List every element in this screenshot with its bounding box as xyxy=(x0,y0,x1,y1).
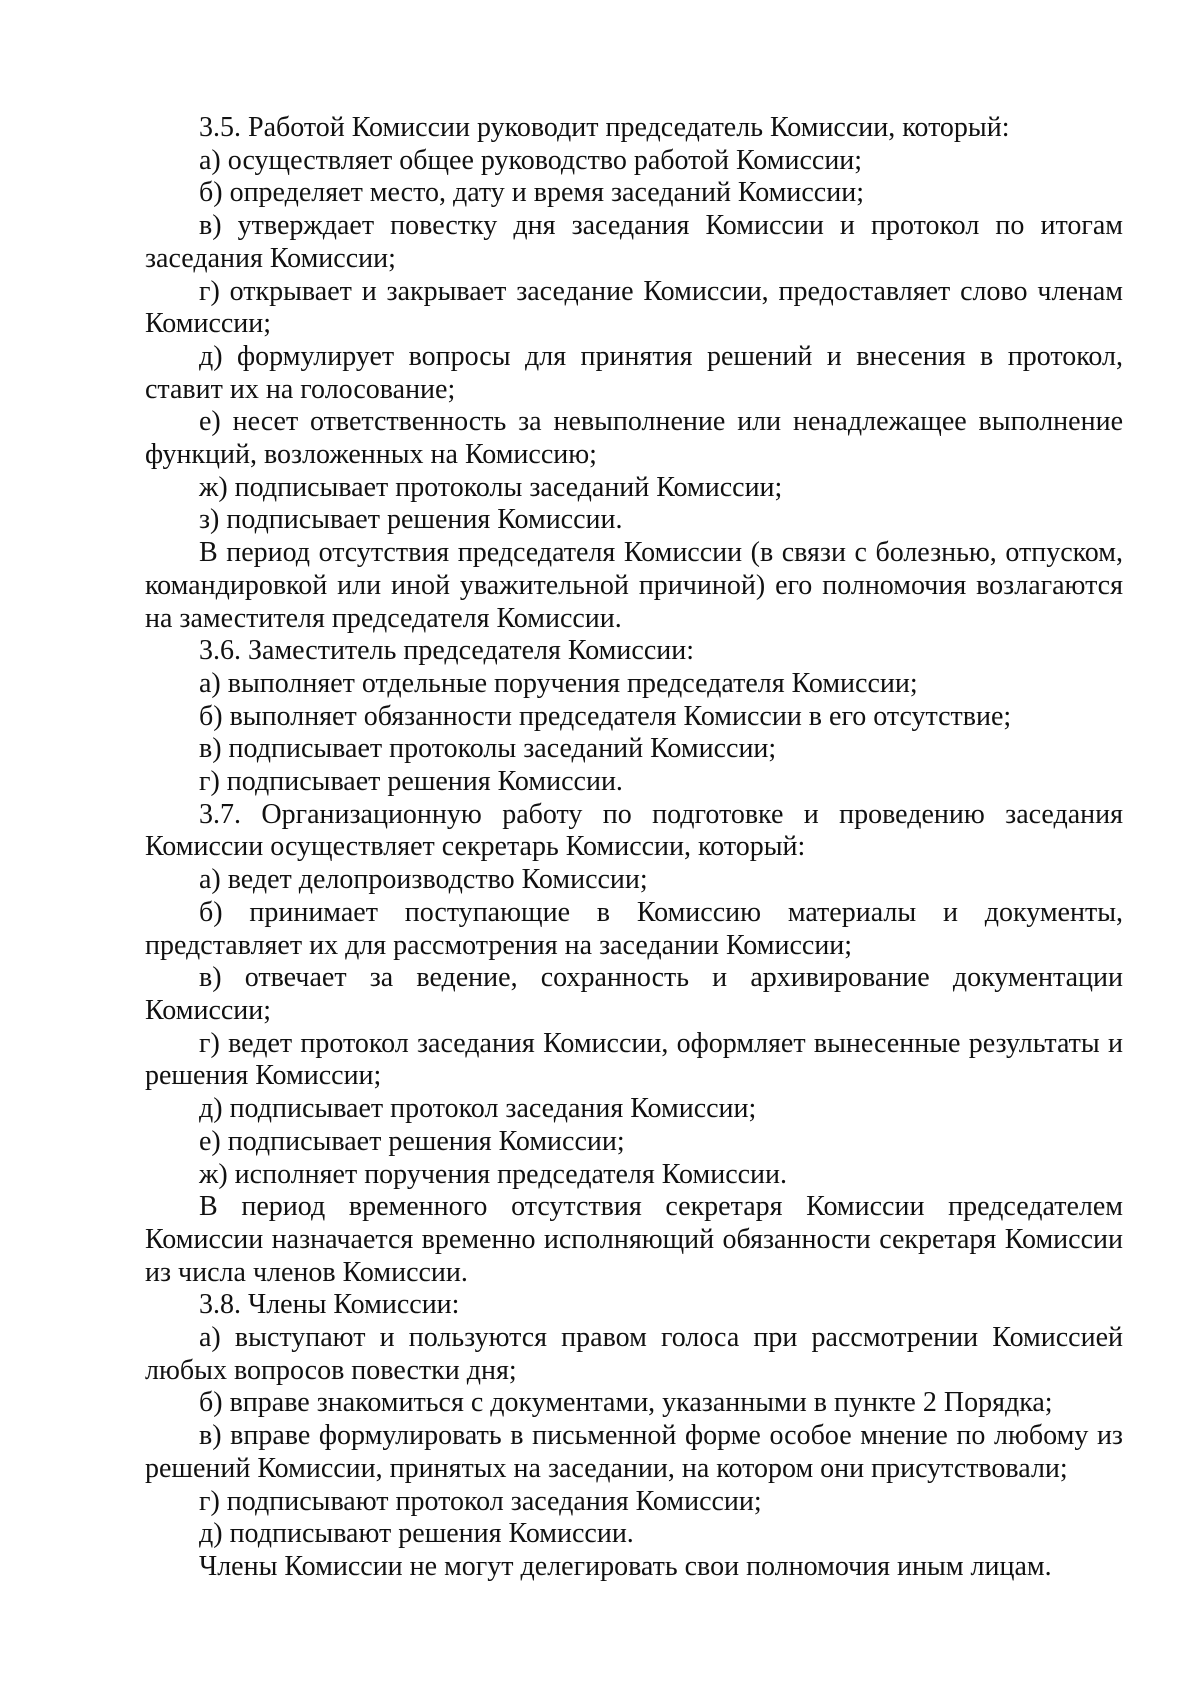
document-body xyxy=(145,112,1123,1584)
list-item-b: б) вправе знакомиться с документами, указанными в пункте 2 Порядка; xyxy=(199,1387,1053,1419)
list-item-b: б) принимает поступающие в Комиссию материалы и документы, представляет их для рассмотрения на заседании Комиссии; xyxy=(145,896,1123,961)
list-item-v: в) подписывает протоколы заседаний Комиссии; xyxy=(199,733,777,765)
list-item-zh: ж) подписывает протоколы заседаний Комиссии; xyxy=(199,471,783,503)
list-item-d: д) подписывают решения Комиссии. xyxy=(199,1518,634,1550)
list-item-g: г) подписывают протокол заседания Комиссии; xyxy=(199,1485,762,1517)
paragraph-3-6: 3.6. Заместитель председателя Комиссии: xyxy=(199,635,694,667)
list-item-v: в) отвечает за ведение, сохранность и архивирование документации Комиссии; xyxy=(145,962,1123,1026)
list-item-g: г) ведет протокол заседания Комиссии, оформляет вынесенные результаты и решения Комиссии; xyxy=(145,1027,1123,1092)
paragraph-3-7: 3.7. Организационную работу по подготовке и проведению заседания Комиссии осуществляет секретарь Комиссии, который: xyxy=(145,798,1123,863)
list-item-d: д) подписывает протокол заседания Комиссии; xyxy=(199,1093,757,1125)
list-item-g: г) открывает и закрывает заседание Комиссии, предоставляет слово членам Комиссии; xyxy=(145,275,1123,340)
list-item-e: е) подписывает решения Комиссии; xyxy=(199,1125,625,1157)
list-item-a: а) ведет делопроизводство Комиссии; xyxy=(199,864,648,896)
list-item-a: а) выполняет отдельные поручения председателя Комиссии; xyxy=(199,667,918,699)
paragraph-3-5: 3.5. Работой Комиссии руководит председатель Комиссии, который: xyxy=(199,112,1010,143)
list-item-a: а) выступают и пользуются правом голоса при рассмотрении Комиссией любых вопросов повестки дня; xyxy=(145,1322,1123,1386)
list-item-b: б) определяет место, дату и время заседаний Комиссии; xyxy=(199,177,864,209)
list-item-g: г) подписывает решения Комиссии. xyxy=(199,766,623,798)
list-item-e: е) несет ответственность за невыполнение или ненадлежащее выполнение функций, возложенных на Комиссию; xyxy=(145,406,1123,471)
list-item-z: з) подписывает решения Комиссии. xyxy=(199,504,623,536)
list-item-b: б) выполняет обязанности председателя Комиссии в его отсутствие; xyxy=(199,700,1012,732)
paragraph-absence-secretary: В период временного отсутствия секретаря Комиссии председателем Комиссии назначается временно исполняющий обязанности секретаря Комиссии из числа членов Комиссии. xyxy=(145,1191,1123,1288)
paragraph-3-8: 3.8. Члены Комиссии: xyxy=(199,1289,460,1321)
list-item-a: а) осуществляет общее руководство работой Комиссии; xyxy=(199,144,863,176)
paragraph-no-delegation: Члены Комиссии не могут делегировать свои полномочия иным лицам. xyxy=(199,1550,1052,1582)
list-item-d: д) формулирует вопросы для принятия решений и внесения в протокол, ставит их на голосование; xyxy=(145,340,1123,405)
list-item-zh: ж) исполняет поручения председателя Комиссии. xyxy=(199,1158,788,1190)
list-item-v: в) утверждает повестку дня заседания Комиссии и протокол по итогам заседания Комиссии; xyxy=(145,210,1123,274)
paragraph-absence-chairman: В период отсутствия председателя Комиссии (в связи с болезнью, отпуском, командировкой или иной уважительной причиной) его полномочия возлагаются на заместителя председателя Комиссии. xyxy=(145,537,1123,634)
list-item-v: в) вправе формулировать в письменной форме особое мнение по любому из решений Комиссии, принятых на заседании, на котором они присутствовали; xyxy=(145,1420,1123,1484)
